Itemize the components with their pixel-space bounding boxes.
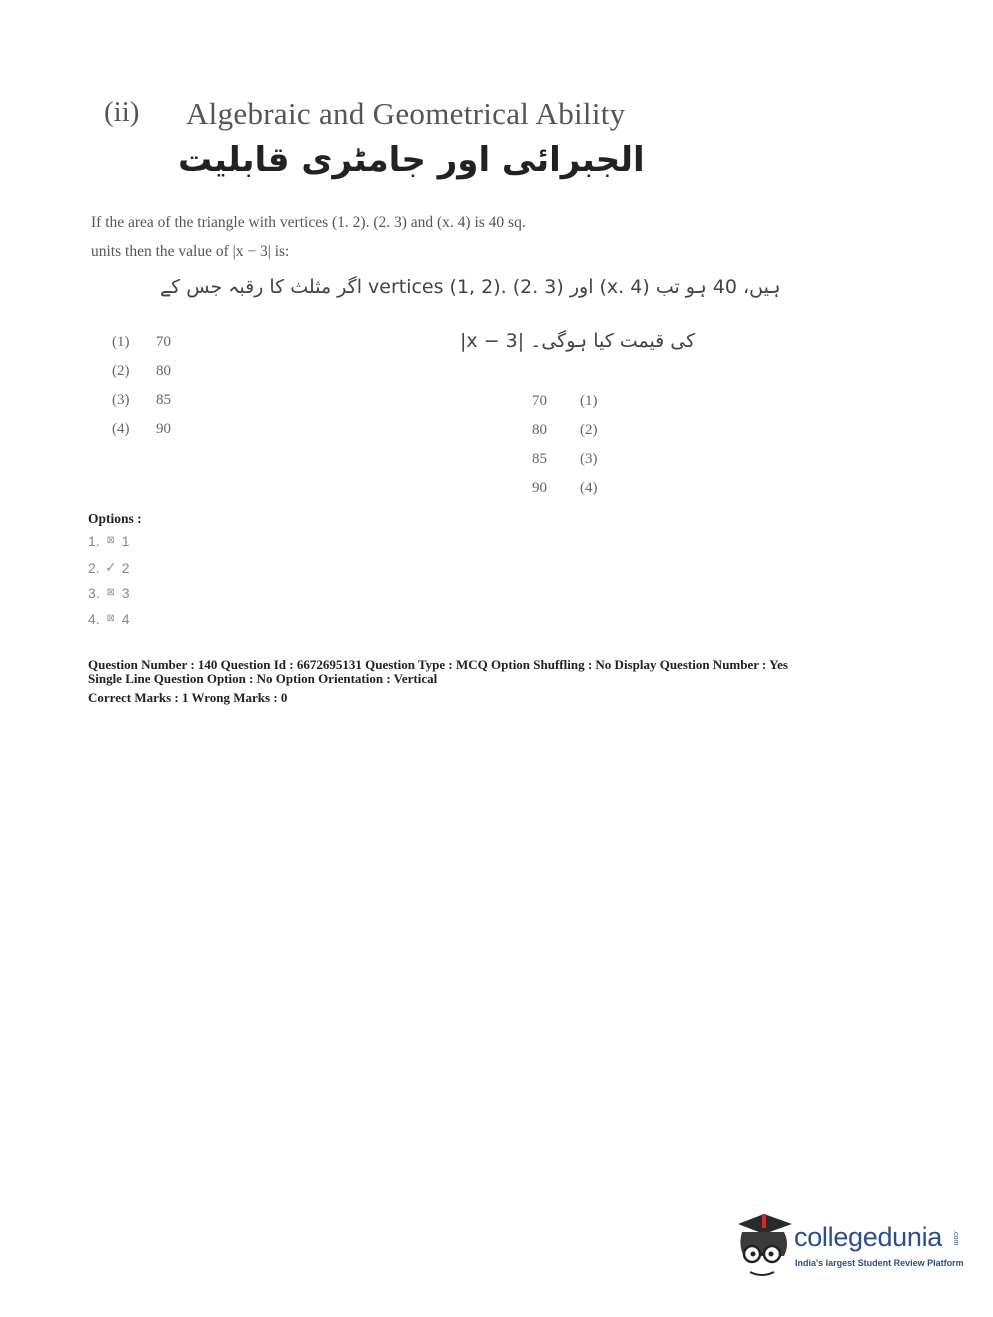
choice-item	[88, 611, 129, 627]
question-urdu-line-2: |x − 3| کی قیمت کیا ہوگی۔	[460, 330, 696, 352]
option-number: (1)	[580, 393, 598, 409]
option-value: 90	[156, 421, 171, 437]
choice-value: 4	[121, 611, 130, 627]
option-number: (1)	[112, 334, 130, 350]
option-value: 70	[532, 393, 547, 409]
choice-value: 1	[121, 533, 130, 549]
section-title: Algebraic and Geometrical Ability	[186, 96, 626, 131]
logo-suffix: .com	[952, 1230, 959, 1246]
choice-item	[88, 559, 129, 576]
section-number: (ii)	[104, 96, 140, 128]
question-meta-line-3: Correct Marks : 1 Wrong Marks : 0	[88, 690, 288, 705]
question-meta-line-1: Question Number : 140 Question Id : 6672695131 Question Type : MCQ Option Shuffling : No Display Question Number : Yes	[88, 657, 788, 672]
options-label: Options :	[88, 511, 142, 526]
cross-icon: ⊠	[106, 535, 115, 546]
question-meta-line-2: Single Line Question Option : No Option Orientation : Vertical	[88, 671, 438, 686]
cross-icon: ⊠	[106, 587, 115, 598]
option-value: 80	[532, 422, 547, 438]
collegedunia-logo	[734, 1210, 964, 1280]
section-title-urdu: الجبرائی اور جامٹری قابلیت	[178, 140, 645, 180]
choice-index: 2.	[88, 560, 100, 576]
mascot-icon	[734, 1210, 794, 1280]
check-icon: ✓	[104, 559, 117, 575]
choice-item	[88, 585, 129, 601]
option-number: (4)	[112, 421, 130, 437]
option-value: 90	[532, 480, 547, 496]
option-number: (3)	[580, 451, 598, 467]
cross-icon: ⊠	[106, 613, 115, 624]
option-value: 85	[532, 451, 547, 467]
choice-index: 3.	[88, 585, 100, 601]
logo-tagline: India's largest Student Review Platform	[795, 1258, 964, 1268]
option-number: (4)	[580, 480, 598, 496]
option-value: 70	[156, 334, 171, 350]
question-line-2: units then the value of |x − 3| is:	[91, 243, 290, 260]
question-urdu-line-1: اگر مثلث کا رقبہ جس کے vertices (1, 2). (2. 3) اور (x. 4) ہیں، 40 ہو تب	[160, 276, 781, 298]
option-value: 85	[156, 392, 171, 408]
choice-value: 3	[121, 585, 130, 601]
option-number: (3)	[112, 392, 130, 408]
choice-index: 1.	[88, 533, 100, 549]
choice-index: 4.	[88, 611, 100, 627]
choice-item	[88, 533, 129, 549]
option-value: 80	[156, 363, 171, 379]
option-number: (2)	[112, 363, 130, 379]
question-line-1: If the area of the triangle with vertices (1. 2). (2. 3) and (x. 4) is 40 sq.	[91, 214, 526, 231]
logo-name: collegedunia	[794, 1222, 943, 1252]
option-number: (2)	[580, 422, 598, 438]
choice-value: 2	[121, 560, 130, 576]
